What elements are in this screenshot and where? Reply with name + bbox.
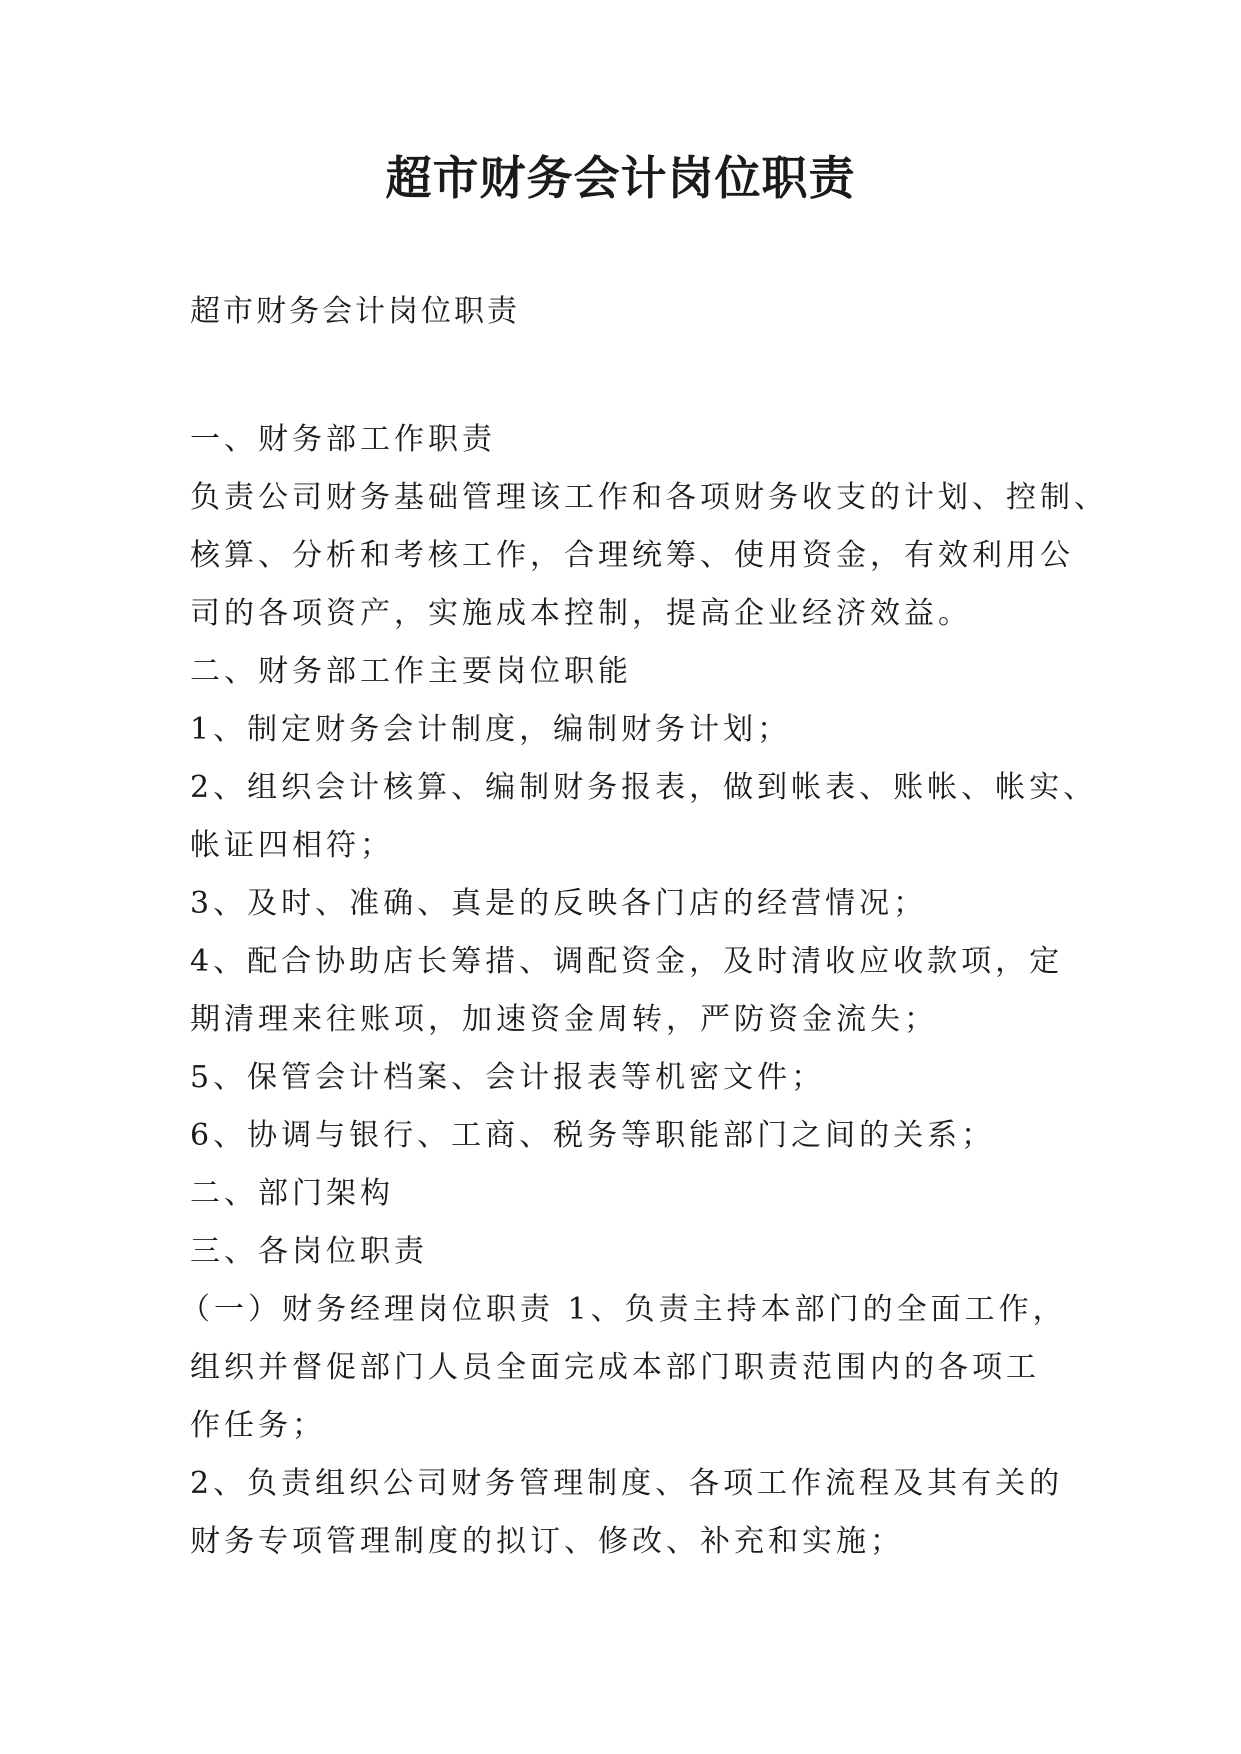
paragraph-line: 财务专项管理制度的拟订、修改、补充和实施； [190,1524,904,1559]
document-body [180,411,1108,1571]
paragraph-line: 期清理来往账项，加速资金周转，严防资金流失； [190,1002,938,1037]
list-item: 2、组织会计核算、编制财务报表，做到帐表、账帐、帐实、 [190,770,1098,805]
document-title: 超市财务会计岗位职责 [385,151,856,205]
list-item: 4、配合协助店长筹措、调配资金，及时清收应收款项，定 [190,944,1064,979]
paragraph-line: 司的各项资产，实施成本控制，提高企业经济效益。 [190,596,972,631]
list-item: 5、保管会计档案、会计报表等机密文件； [190,1060,826,1095]
paragraph-line: 组织并督促部门人员全面完成本部门职责范围内的各项工 [190,1350,1040,1385]
paragraph-line: 帐证四相符； [190,828,394,863]
section-heading: 二、部门架构 [190,1176,394,1211]
paragraph-line: 负责公司财务基础管理该工作和各项财务收支的计划、控制、 [190,480,1108,515]
list-item: 3、及时、准确、真是的反映各门店的经营情况； [190,886,928,921]
section-heading: 二、财务部工作主要岗位职能 [190,654,632,689]
subsection-heading: （一）财务经理岗位职责 1、负责主持本部门的全面工作， [180,1292,1067,1327]
list-item: 1、制定财务会计制度，编制财务计划； [190,712,792,747]
list-item: 6、协调与银行、工商、税务等职能部门之间的关系； [190,1118,996,1153]
list-item: 2、负责组织公司财务管理制度、各项工作流程及其有关的 [190,1466,1064,1501]
document-subtitle: 超市财务会计岗位职责 [190,294,520,329]
paragraph-line: 作任务； [190,1408,326,1443]
paragraph-line: 核算、分析和考核工作，合理统筹、使用资金，有效利用公 [190,538,1074,573]
section-heading: 三、各岗位职责 [190,1234,428,1269]
section-heading: 一、财务部工作职责 [190,422,496,457]
